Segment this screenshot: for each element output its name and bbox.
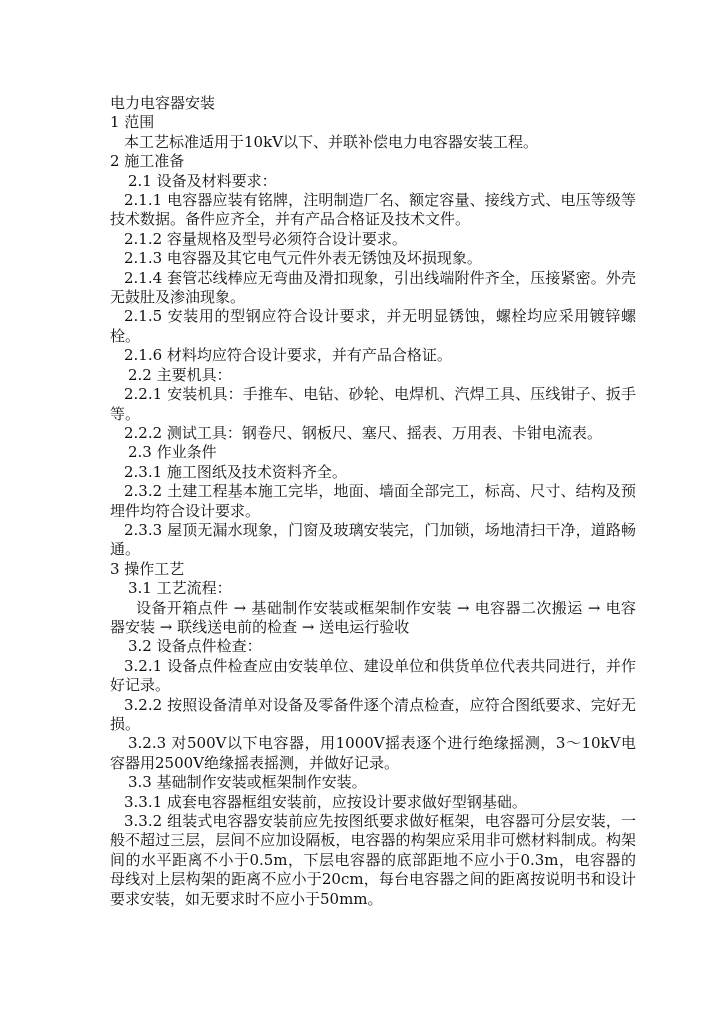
paragraph: 2 施工准备 [110,152,185,171]
paragraph: 本工艺标准适用于10kV以下、并联补偿电力电容器安装工程。 [124,132,539,151]
paragraph: 2.3.3 屋顶无漏水现象，门窗及玻璃安装完，门加锁，场地清扫干净，道路畅通。 [110,520,636,559]
paragraph: 2.1.1 电容器应装有铭牌，注明制造厂名、额定容量、接线方式、电压等级等技术数据。备件应齐全，并有产品合格证及技术文件。 [110,191,636,229]
paragraph: 2.1 设备及材料要求： [128,171,277,190]
paragraph: 2.3.2 土建工程基本施工完毕，地面、墙面全部完工，标高、尺寸、结构及预埋件均符合设计要求。 [110,482,636,520]
paragraph: 3.2.3 对500V以下电容器，用1000V摇表逐个进行绝缘摇测，3～10kV电容器用2500V绝缘摇表摇测，并做好记录。 [110,734,636,772]
paragraph: 3.2 设备点件检查： [128,637,262,656]
paragraph: 3.3 基础制作安装或框架制作安装。 [128,773,367,792]
paragraph: 2.2.1 安装机具：手推车、电钻、砂轮、电焊机、汽焊工具、压线钳子、扳手等。 [110,385,636,423]
paragraph: 2.1.3 电容器及其它电气元件外表无锈蚀及坏损现象。 [124,249,482,268]
document-body [110,113,636,909]
paragraph: 2.1.6 材料均应符合设计要求，并有产品合格证。 [124,346,452,365]
paragraph: 3.2.2 按照设备清单对设备及零备件逐个清点检查，应符合图纸要求、完好无损。 [110,695,636,733]
paragraph: 2.1.4 套管芯线棒应无弯曲及滑扣现象，引出线端附件齐全，压接紧密。外壳无鼓肚及渗油现象。 [110,268,636,307]
paragraph: 3.1 工艺流程： [128,579,232,598]
paragraph: 3.2.1 设备点件检查应由安装单位、建设单位和供货单位代表共同进行，并作好记录。 [110,656,636,695]
document-page [110,94,636,909]
paragraph: 2.2 主要机具： [128,365,232,384]
paragraph: 3 操作工艺 [110,559,185,578]
paragraph: 设备开箱点件 → 基础制作安装或框架制作安装 → 电容器二次搬运 → 电容器安装 → 联线送电前的检查 → 送电运行验收 [110,598,636,636]
paragraph: 2.1.2 容量规格及型号必须符合设计要求。 [124,229,407,248]
paragraph: 2.1.5 安装用的型钢应符合设计要求，并无明显锈蚀，螺栓均应采用镀锌螺栓。 [110,307,636,345]
paragraph: 2.3 作业条件 [128,443,217,462]
document-title: 电力电容器安装 [110,94,216,112]
paragraph: 2.2.2 测试工具：钢卷尺、钢板尺、塞尺、摇表、万用表、卡钳电流表。 [124,423,602,442]
paragraph: 2.3.1 施工图纸及技术资料齐全。 [124,462,347,481]
paragraph: 1 范围 [110,113,155,132]
paragraph: 3.3.2 组装式电容器安装前应先按图纸要求做好框架，电容器可分层安装，一般不超过三层，层间不应加设隔板，电容器的构架应采用非可燃材料制成。构架间的水平距离不小于0.5m，下层电容器的底部距地不应小于0.3m，电容器的母线对上层构架的距离不应小于20cm，每台电容器之间的距离按说明书和设计要求安装，如无要求时不应小于50mm。 [110,812,636,908]
paragraph: 3.3.1 成套电容器框组安装前，应按设计要求做好型钢基础。 [124,792,527,811]
